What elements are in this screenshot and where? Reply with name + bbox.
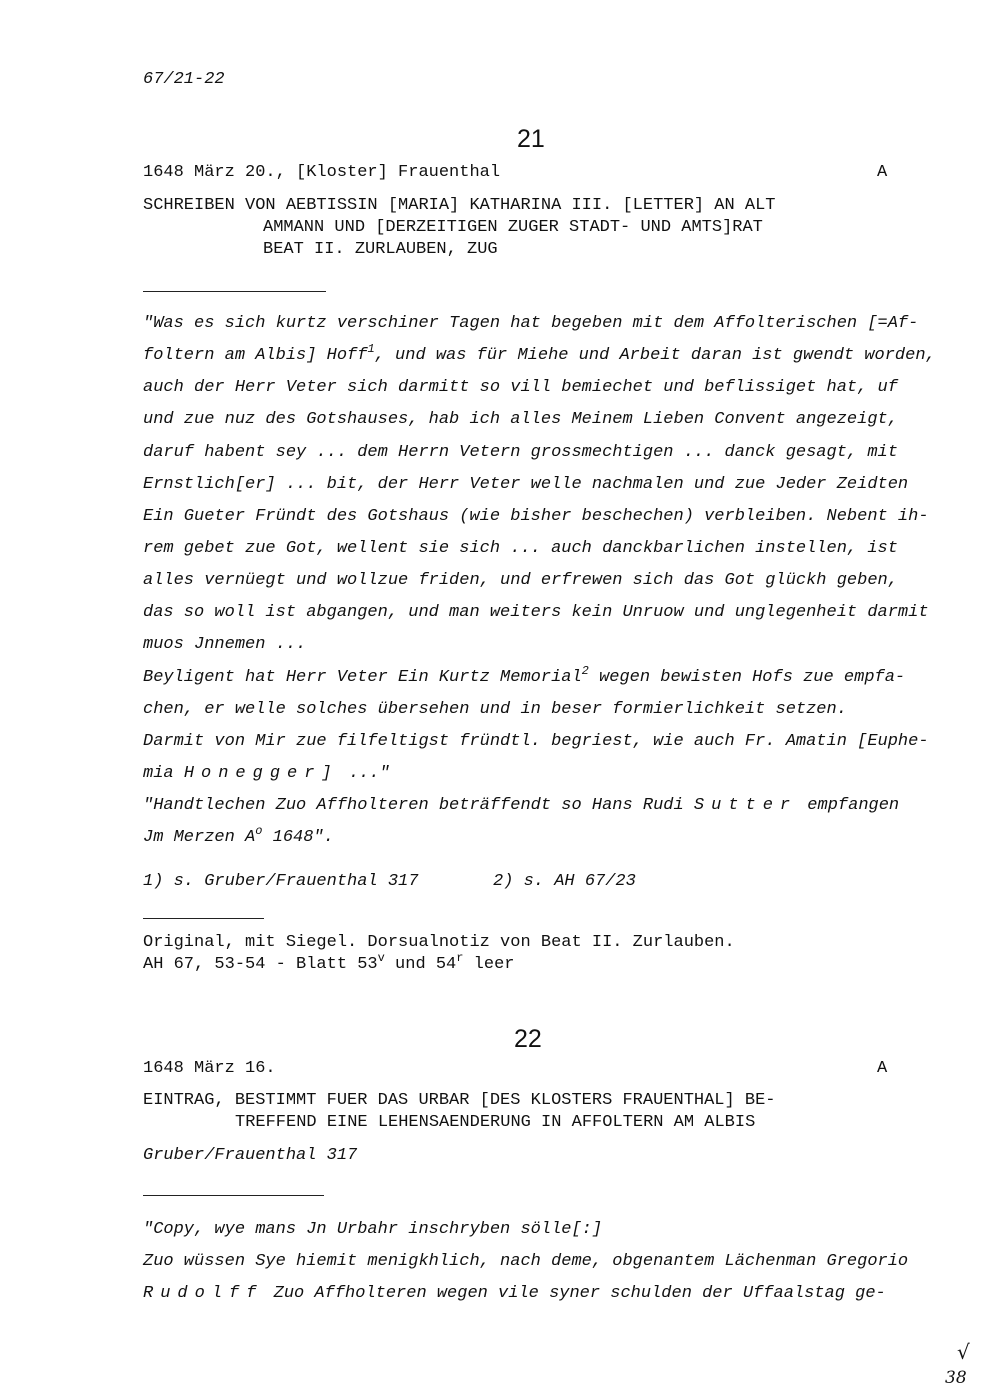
page-reference: 67/21-22 (143, 70, 225, 89)
transcription-line: "Copy, wye mans Jn Urbahr inschryben sölle[:] (143, 1220, 603, 1239)
transcription-line: Darmit von Mir zue filfeltigst fründtl. begriest, wie auch Fr. Amatin [Euphe- (143, 732, 929, 751)
document-heading-line-2: TREFFEND EINE LEHENSAENDERUNG IN AFFOLTERN AM ALBIS (235, 1113, 756, 1132)
transcription-line: daruf habent sey ... dem Herrn Vetern grossmechtigen ... danck gesagt, mit (143, 443, 898, 462)
transcription-line: "Handtlechen Zuo Affholteren beträffendt so Hans Rudi Sutter empfangen (143, 796, 900, 815)
transcription-line: Rudolff Zuo Affholteren wegen vile syner schulden der Uffaalstag ge- (143, 1284, 886, 1303)
document-heading-line-1: EINTRAG, BESTIMMT FUER DAS URBAR [DES KLOSTERS FRAUENTHAL] BE- (143, 1091, 776, 1110)
transcription-line: Zuo wüssen Sye hiemit menigkhlich, nach deme, obgenantem Lächenman Gregorio (143, 1252, 909, 1271)
transcription-line: das so woll ist abgangen, und man weiters kein Unruow und unglegenheit darmit (143, 603, 929, 622)
spaced-name: Sutter (693, 796, 798, 815)
transcription-line: und zue nuz des Gotshauses, hab ich alles Meinem Lieben Convent angezeigt, (143, 410, 898, 429)
transcription-line: Beyligent hat Herr Veter Ein Kurtz Memorial$^2$ wegen bewisten Hofs zue empfa- (143, 664, 906, 687)
document-grade: A (877, 1059, 888, 1078)
folio-number: 38 (945, 1368, 967, 1388)
heading-divider (143, 1195, 324, 1196)
superscript: o (255, 824, 263, 838)
document-number-22: 22 (514, 1025, 542, 1053)
document-reference: Gruber/Frauenthal 317 (143, 1146, 358, 1165)
source-note-line-2: AH 67, 53-54 - Blatt 53$^v$ und 54$^r$ leer (143, 951, 515, 974)
transcription-line: auch der Herr Veter sich darmitt so vill bemiechet und beflissiget hat, uf (143, 378, 898, 397)
footnote-1: 1) s. Gruber/Frauenthal 317 (143, 872, 419, 891)
document-heading-line-3: BEAT II. ZURLAUBEN, ZUG (263, 240, 498, 259)
heading-divider (143, 291, 326, 292)
document-heading-line-2: AMMANN UND [DERZEITIGEN ZUGER STADT- UND AMTS]RAT (263, 218, 763, 237)
source-note-line-1: Original, mit Siegel. Dorsualnotiz von Beat II. Zurlauben. (143, 933, 735, 952)
document-date: 1648 März 16. (143, 1059, 276, 1078)
transcription-line: muos Jnnemen ... (143, 635, 307, 654)
transcription-line: Jm Merzen $A^o$ 1648". (143, 824, 334, 847)
document-number-21: 21 (517, 125, 545, 153)
spaced-name: Honegger] (183, 764, 339, 783)
transcription-line: mia Honegger] ..." (143, 764, 390, 783)
transcription-line: rem gebet zue Got, wellent sie sich ... auch danckbarlichen instellen, ist (143, 539, 898, 558)
transcription-line: Ernstlich[er] ... bit, der Herr Veter welle nachmalen und zue Jeder Zeidten (143, 475, 909, 494)
spaced-name: Rudolff (143, 1284, 264, 1303)
transcription-line: Ein Gueter Fründt des Gotshaus (wie bisher beschechen) verbleiben. Nebent ih- (143, 507, 929, 526)
footnote-marker: 1 (367, 342, 375, 356)
footnote-marker: 2 (581, 664, 589, 678)
transcription-line: foltern am Albis] Hoff$^1$, und was für Miehe und Arbeit daran ist gwendt worden, (143, 342, 936, 365)
check-mark: √ (957, 1340, 970, 1364)
document-heading-line-1: SCHREIBEN VON AEBTISSIN [MARIA] KATHARINA III. [LETTER] AN ALT (143, 196, 776, 215)
footnote-2: 2) s. AH 67/23 (493, 872, 636, 891)
footnote-divider (143, 918, 264, 919)
transcription-line: alles vernüegt und wollzue friden, und erfrewen sich das Got glückh geben, (143, 571, 898, 590)
transcription-line: "Was es sich kurtz verschiner Tagen hat begeben mit dem Affolterischen [=Af- (143, 314, 919, 333)
document-date-place: 1648 März 20., [Kloster] Frauenthal (143, 163, 501, 182)
transcription-line: chen, er welle solches übersehen und in beser formierlichkeit setzen. (143, 700, 847, 719)
document-grade: A (877, 163, 888, 182)
